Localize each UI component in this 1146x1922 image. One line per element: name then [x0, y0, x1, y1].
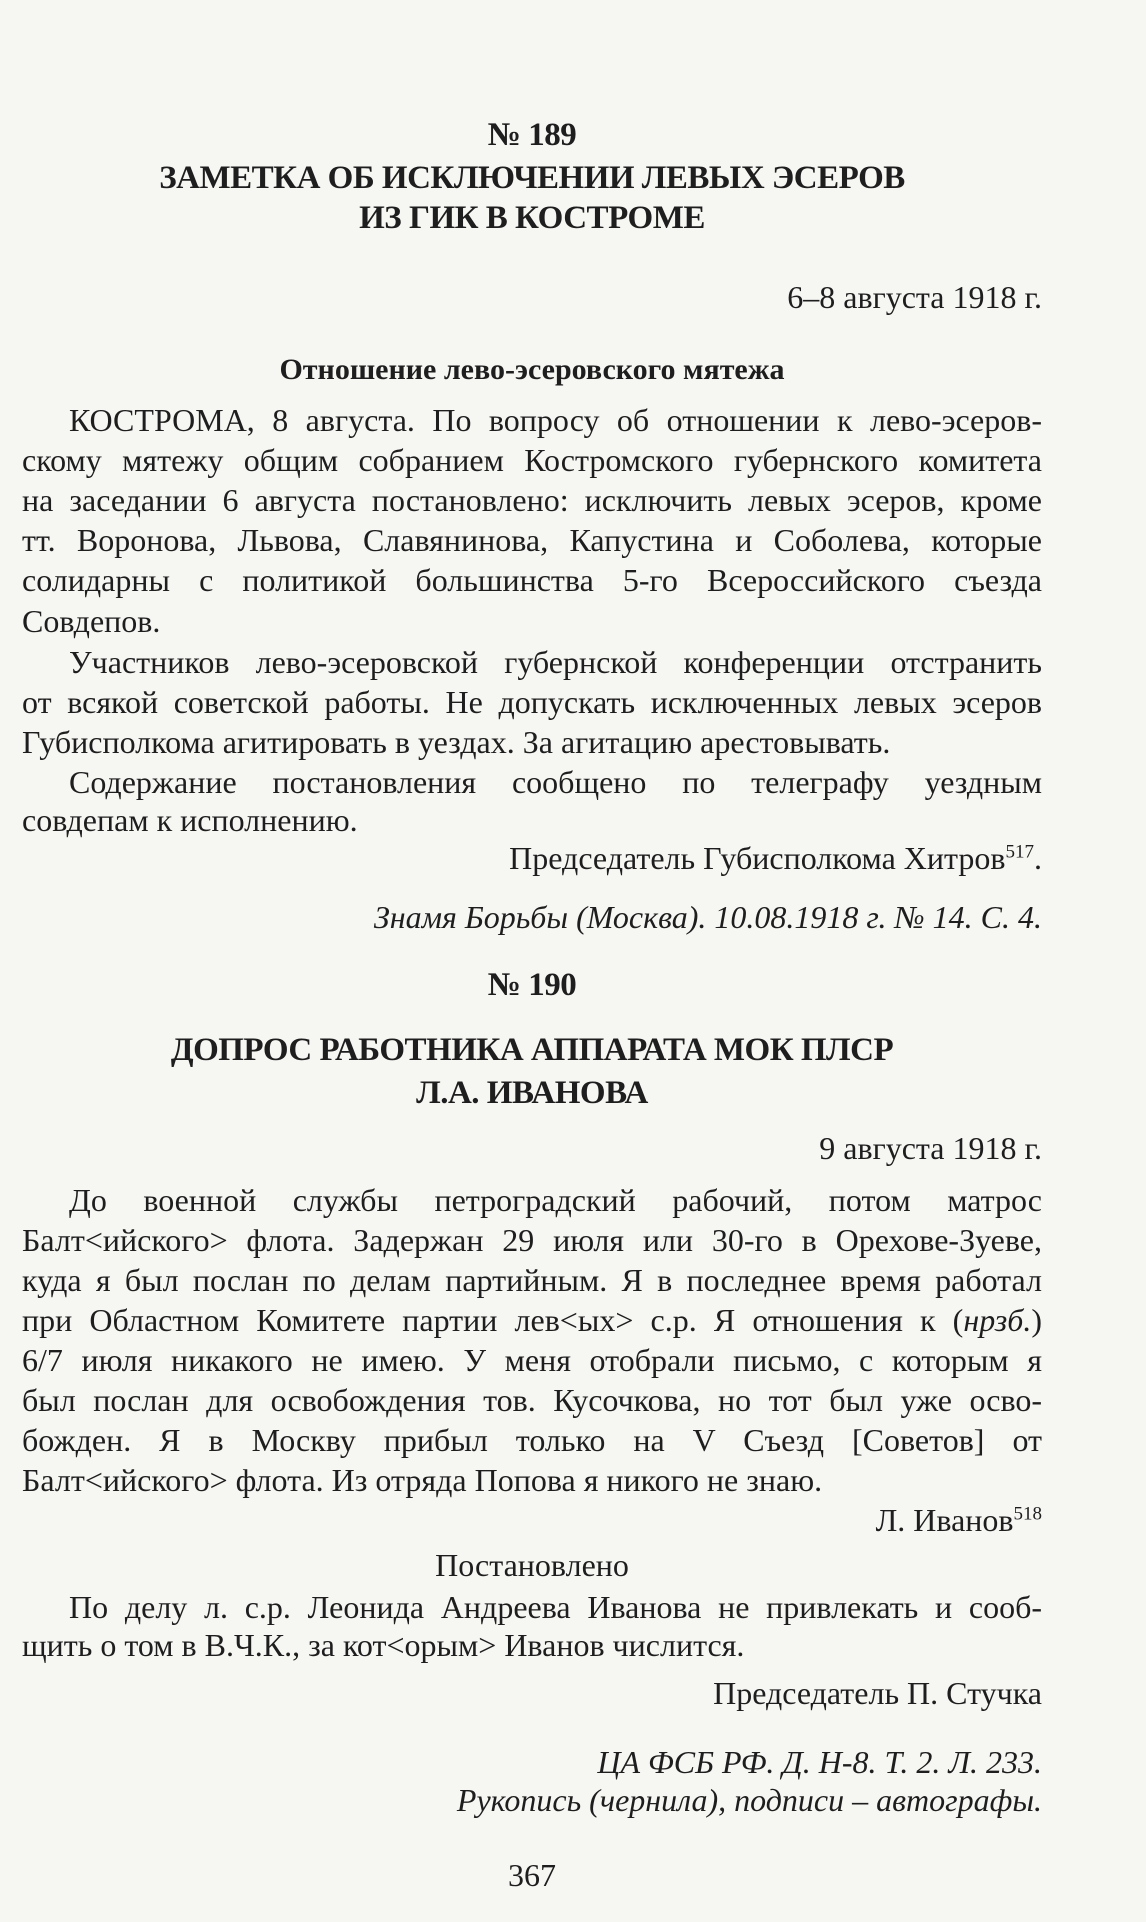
text-line: совдепам к исполнению.	[22, 802, 358, 838]
doc-date: 9 августа 1918 г.	[819, 1130, 1042, 1166]
doc-title-line: ДОПРОС РАБОТНИКА АППАРАТА МОК ПЛСР	[170, 1032, 894, 1068]
text-line: До военной службы петроградский рабочий, потом матрос	[69, 1182, 1042, 1218]
text-line: Балт<ийского> флота. Из отряда Попова я никого не знаю.	[22, 1462, 823, 1498]
text-line: куда я был послан по делам партийным. Я в последнее время работал	[22, 1262, 1042, 1298]
signature-end: .	[1034, 840, 1042, 876]
text-segment: при Областном Комитете партии лев<ых> с.р. Я отношения к (	[22, 1302, 964, 1338]
signature-text: Председатель Губисполкома Хитров	[509, 840, 1006, 876]
chair-signature: Председатель П. Стучка	[713, 1675, 1042, 1711]
signature	[22, 838, 1042, 878]
text-line: божден. Я в Москву прибыл только на V Съезд [Советов] от	[22, 1422, 1042, 1458]
text-line: был послан для освобождения тов. Кусочкова, но тот был уже осво-	[22, 1382, 1042, 1418]
footnote-ref: 518	[1013, 1503, 1042, 1525]
text-line: Балт<ийского> флота. Задержан 29 июля или 30-го в Орехове-Зуеве,	[22, 1222, 1042, 1258]
text-line: 6/7 июля никакого не имею. У меня отобрали письмо, с которым я	[22, 1342, 1042, 1378]
text-line: Содержание постановления сообщено по телеграфу уездным	[69, 764, 1042, 800]
text-line: скому мятежу общим собранием Костромского губернского комитета	[22, 442, 1042, 478]
doc-subheading: Отношение лево-эсеровского мятежа	[279, 353, 785, 386]
footnote-ref: 517	[1005, 841, 1034, 863]
text-segment: )	[1031, 1302, 1042, 1338]
resolution-heading: Постановлено	[435, 1547, 629, 1583]
text-line: КОСТРОМА, 8 августа. По вопросу об отношении к лево-эсеров-	[69, 402, 1042, 438]
text-line: тт. Воронова, Львова, Славянинова, Капустина и Соболева, которые	[22, 522, 1042, 558]
text-line: щить о том в В.Ч.К., за кот<орым> Иванов числится.	[22, 1627, 745, 1663]
doc-title-line: Л.А. ИВАНОВА	[416, 1075, 648, 1111]
page-number: 367	[508, 1857, 556, 1893]
text-line: Совдепов.	[22, 603, 161, 639]
text-line: По делу л. с.р. Леонида Андреева Иванова не привлекать и сооб-	[69, 1589, 1042, 1625]
doc-title-line: ИЗ ГИК В КОСТРОМЕ	[359, 200, 705, 236]
doc-number: № 189	[487, 117, 577, 153]
source-citation: ЦА ФСБ РФ. Д. Н-8. Т. 2. Л. 233.	[597, 1744, 1042, 1780]
signature	[22, 1500, 1042, 1540]
text-line: Губисполкома агитировать в уездах. За агитацию арестовывать.	[22, 724, 891, 760]
text-line	[22, 1300, 1042, 1340]
text-line: Участников лево-эсеровской губернской конференции отстранить	[69, 644, 1042, 680]
source-note: Рукопись (чернила), подписи – автографы.	[456, 1782, 1042, 1818]
doc-title-line: ЗАМЕТКА ОБ ИСКЛЮЧЕНИИ ЛЕВЫХ ЭСЕРОВ	[159, 160, 905, 196]
doc-date: 6–8 августа 1918 г.	[787, 279, 1042, 315]
signature-text: Л. Иванов	[875, 1502, 1014, 1538]
source-citation: Знамя Борьбы (Москва). 10.08.1918 г. № 14. С. 4.	[373, 899, 1042, 935]
text-line: солидарны с политикой большинства 5-го Всероссийского съезда	[22, 562, 1042, 598]
text-line: на заседании 6 августа постановлено: исключить левых эсеров, кроме	[22, 482, 1042, 518]
illegible-mark: нрзб.	[963, 1302, 1032, 1338]
doc-number: № 190	[487, 967, 577, 1003]
text-line: от всякой советской работы. Не допускать исключенных левых эсеров	[22, 684, 1042, 720]
